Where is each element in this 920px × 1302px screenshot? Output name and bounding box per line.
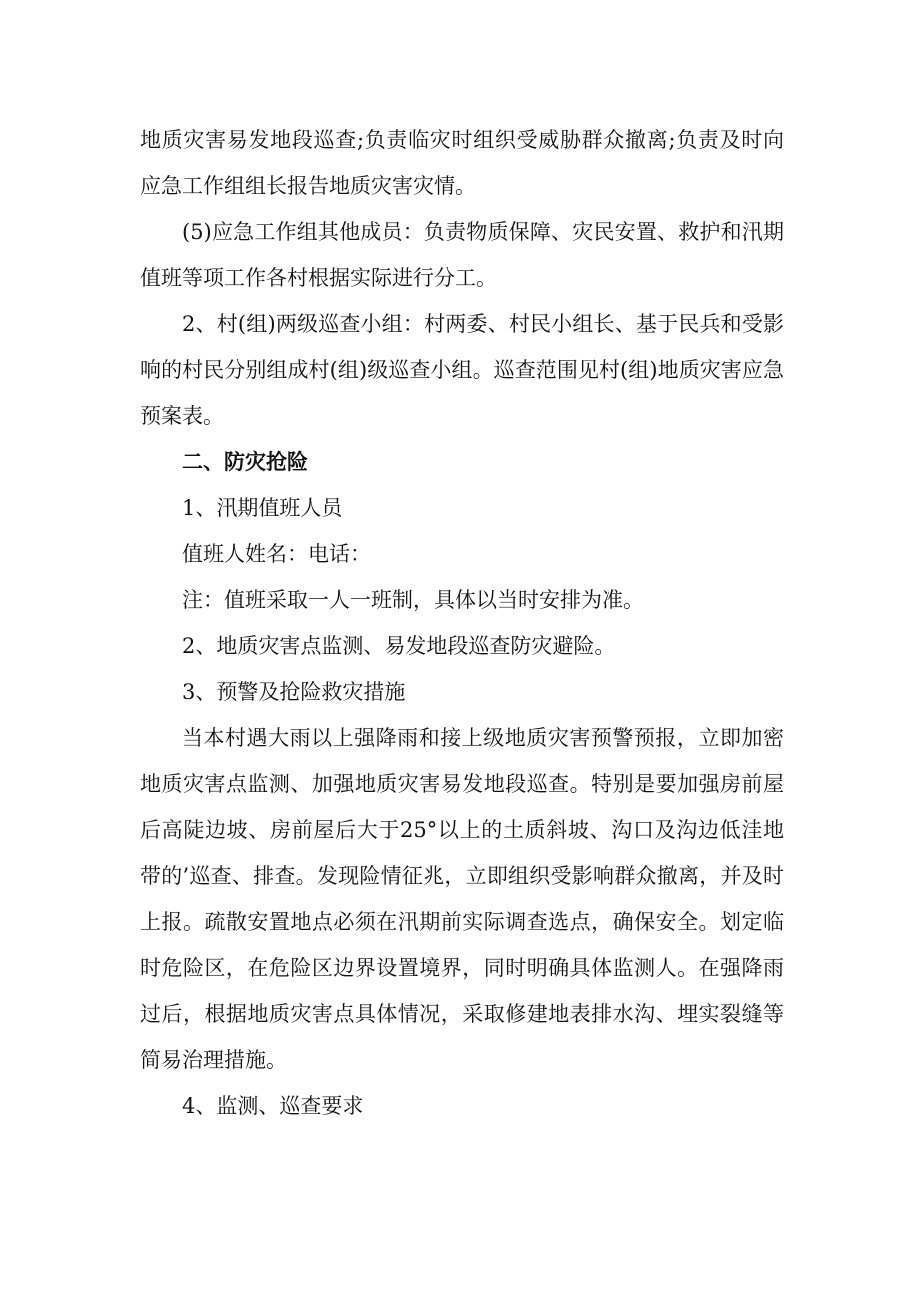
item-monitoring-requirements: 4、监测、巡查要求 xyxy=(182,1094,364,1118)
item-monitoring-avoidance: 2、地质灾害点监测、易发地段巡查防灾避险。 xyxy=(182,634,616,658)
paragraph-patrol-groups: 2、村(组)两级巡查小组：村两委、村民小组长、基于民兵和受影响的村民分别组成村(组)级巡查小组。巡查范围见村(组)地质灾害应急预案表。 xyxy=(140,312,784,428)
section-heading-disaster-rescue: 二、防灾抢险 xyxy=(182,450,308,474)
duty-note: 注：值班采取一人一班制，具体以当时安排为准。 xyxy=(182,588,644,612)
paragraph-other-members: (5)应急工作组其他成员：负责物质保障、灾民安置、救护和汛期值班等项工作各村根据实际进行分工。 xyxy=(140,220,784,290)
item-duty-staff: 1、汛期值班人员 xyxy=(182,496,343,520)
paragraph-warning-details: 当本村遇大雨以上强降雨和接上级地质灾害预警预报，立即加密地质灾害点监测、加强地质灾害易发地段巡查。特别是要加强房前屋后高陡边坡、房前屋后大于25°以上的土质斜坡、沟口及沟边低洼地带的’巡查、排查。发现险情征兆，立即组织受影响群众撤离，并及时上报。疏散安置地点必须在汛期前实际调查选点，确保安全。划定临时危险区，在危险区边界设置境界，同时明确具体监测人。在强降雨过后，根据地质灾害点具体情况，采取修建地表排水沟、埋实裂缝等简易治理措施。 xyxy=(140,726,784,1072)
duty-name-phone-line: 值班人姓名：电话： xyxy=(182,542,371,566)
item-warning-measures: 3、预警及抢险救灾措施 xyxy=(182,680,406,704)
document-body xyxy=(140,117,784,1129)
paragraph-continuation: 地质灾害易发地段巡查;负责临灾时组织受威胁群众撤离;负责及时向应急工作组组长报告地质灾害灾情。 xyxy=(140,128,784,198)
